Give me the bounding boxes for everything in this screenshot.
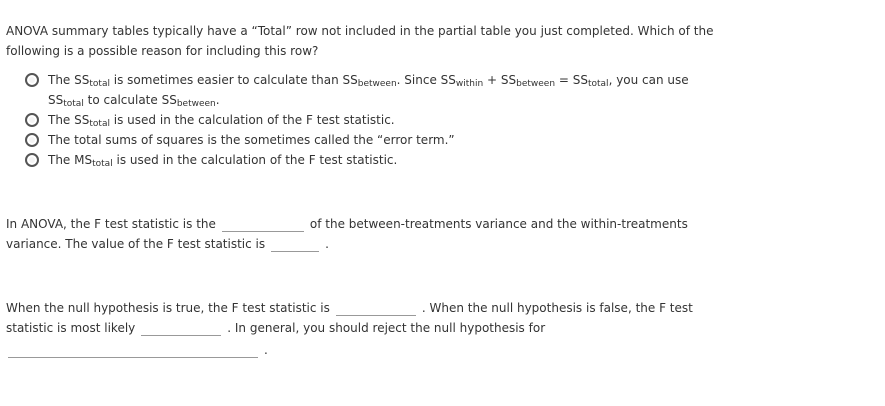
answer-dropdown-f-null-false[interactable] bbox=[141, 321, 221, 336]
question-3-text-5: . bbox=[264, 343, 268, 357]
question-2-text-1: In ANOVA, the F test statistic is the bbox=[6, 217, 216, 231]
question-2 bbox=[6, 214, 688, 254]
question-1-prompt bbox=[6, 21, 713, 61]
option-1-text: The $SS_{total}$ is sometimes easier to calculate than $SS_{between}$. Since $SS_{within} + SS_{between} = SS_{total}$, you can use $SS_{total}$ to calculate $SS_{between}$. bbox=[48, 73, 689, 109]
question-3-text-3: statistic is most likely bbox=[6, 321, 136, 335]
question-3-text-2: . When the null hypothesis is false, the F test bbox=[421, 301, 693, 315]
radio-button[interactable] bbox=[25, 133, 39, 147]
answer-dropdown-f-null-true[interactable] bbox=[336, 301, 416, 316]
question-1-line-2: following is a possible reason for including this row? bbox=[6, 44, 319, 58]
question-2-text-4: . bbox=[325, 237, 329, 251]
radio-button[interactable] bbox=[25, 153, 39, 167]
radio-button[interactable] bbox=[25, 73, 39, 87]
answer-dropdown-f-value[interactable] bbox=[271, 237, 319, 252]
answer-dropdown-f-ratio-definition[interactable] bbox=[222, 217, 304, 232]
answer-dropdown-reject-rule[interactable] bbox=[8, 343, 258, 358]
question-1-line-1: ANOVA summary tables typically have a “Total” row not included in the partial table you just completed. Which of the bbox=[6, 24, 714, 38]
question-3-text-1: When the null hypothesis is true, the F test statistic is bbox=[6, 301, 330, 315]
option-2-text: The $SS_{total}$ is used in the calculation of the F test statistic. bbox=[48, 113, 395, 129]
question-3 bbox=[6, 298, 693, 360]
question-2-text-3: variance. The value of the F test statistic is bbox=[6, 237, 266, 251]
option-3-text: The total sums of squares is the sometimes called the “error term.” bbox=[48, 133, 455, 147]
question-2-text-2: of the between-treatments variance and the within-treatments bbox=[309, 217, 688, 231]
radio-button[interactable] bbox=[25, 113, 39, 127]
option-4-text: The $MS_{total}$ is used in the calculation of the F test statistic. bbox=[48, 153, 398, 169]
question-3-text-4: . In general, you should reject the null hypothesis for bbox=[227, 321, 546, 335]
